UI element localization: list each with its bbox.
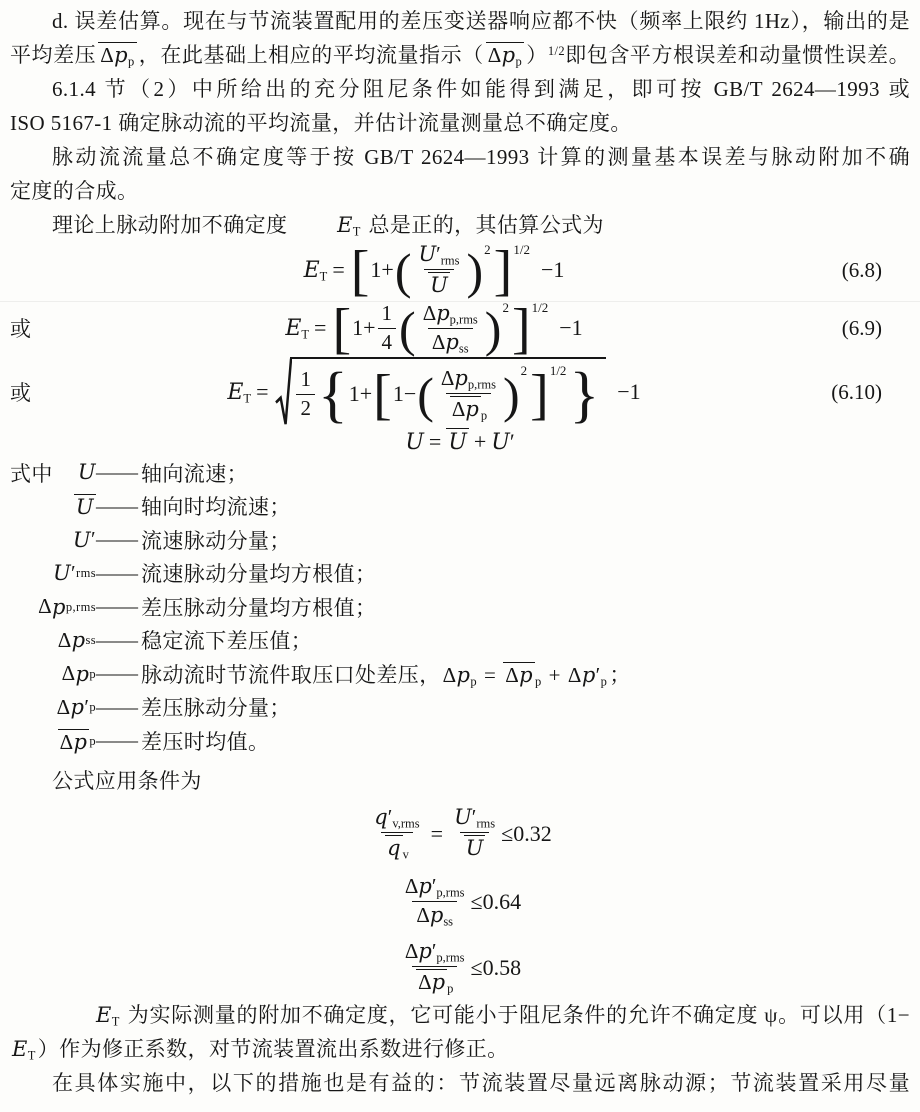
or-label: 或: [10, 381, 32, 405]
fraction-Urms-over-Ubar: $\frac{U'_{rms}}{U}$: [454, 805, 496, 860]
definition-row-mean-dp: Δp p —— 差压时均值。: [10, 724, 910, 758]
closing-paragraph-2: 在具体实施中，以下的措施也是有益的：节流装置尽量远离脉动源；节流装置采用尽量: [52, 1070, 910, 1095]
closing-paragraph-1-line-2: $E_T$）作为修正系数，对节流装置流出系数进行修正。: [10, 1032, 910, 1066]
math-mean-dp: $\Delta p_p$: [487, 43, 523, 69]
square-root: $\frac{1}{2}$ { 1+ [ 1− ( $\frac{\Delta p_{p,rms}}{\Delta p _p}$ ) $^2$ ] $^{1/2}$ }: [275, 357, 606, 427]
paragraph-1-line-2: 平均差压 $\Delta p_p$ ，在此基础上相应的平均流量指示（ $\Delta p_p$ ）$^{1/2}$即包含平方根误差和动量惯性误差。: [10, 38, 910, 72]
equation-number-6-9: (6.9): [841, 315, 882, 340]
paragraph-1-line-1: d. 误差估算。现在与节流装置配用的差压变送器响应都不快（频率上限约 1Hz），输出的是: [52, 9, 910, 33]
definition-term: Δ p p: [61, 661, 96, 686]
math-dp-p: $\Delta p_p$: [442, 662, 478, 689]
equation-6-10: 或 $E_T$ = $\frac{1}{2}$ { 1+ [ 1− ( $\frac{\Delta p_{p,rms}}{\Delta p _p}$ ) $^2$ ] $^{1/2}$ } −1 (6.10): [10, 358, 910, 426]
definition-text: 脉动流时节流件取压口处差压，$\Delta p_p = \Delta p$ $_p + \Delta p'_p$；: [141, 662, 631, 689]
scan-artifact-line: [0, 301, 920, 302]
closing-paragraph-1-line-1: $E_T$ 为实际测量的附加不确定度，它可能小于阻尼条件的允许不确定度 ψ。可以用（1−: [10, 998, 910, 1032]
definition-row-dp-p: Δ p p —— 脉动流时节流件取压口处差压，$\Delta p_p = \Delta p$ $_p + \Delta p'_p$；: [10, 657, 910, 691]
equation-number-6-8: (6.8): [841, 257, 882, 282]
condition-formula-3: $\frac{\Delta p'_{p,rms}}{\Delta p _p}$ ≤ 0.58: [10, 938, 910, 998]
definition-term: 式中 U: [10, 460, 96, 486]
equation-6-9: 或 $E_T$ = [ 1+ $\frac{1}{4}$ ( $\frac{\Delta p_{p,rms}}{\Delta p_{ss}}$ ) $^2$ ] $^{1/2}$ −1 (6.9): [10, 298, 910, 358]
definition-term: U ′ rms: [52, 560, 96, 586]
definition-term: U ′: [72, 527, 96, 552]
definition-term: Δp p: [59, 729, 96, 754]
math-ET: $E_T$: [12, 1036, 36, 1062]
fraction-one-half: $\frac{1}{2}$: [296, 368, 315, 420]
or-label: 或: [10, 317, 32, 341]
math-ET: $E_T$: [337, 213, 361, 239]
math-mean-dp: Δp $_p$: [505, 662, 542, 689]
definition-term: Δ p p,rms: [38, 594, 96, 619]
condition-formula-2: $\frac{\Delta p'_{p,rms}}{\Delta p_{ss}}$ ≤ 0.64: [10, 872, 910, 932]
fraction-dp-prime-prms-over-mean-dp: $\frac{\Delta p'_{p,rms}}{\Delta p _p}$: [404, 939, 465, 996]
math-dp-prime-p: $\Delta p'_p$: [567, 662, 608, 689]
math-ET-equals: $E_T$ =: [285, 315, 327, 342]
definition-term: Δ p ′ p: [56, 694, 96, 720]
fraction-qv-rms-over-qv-bar: $\frac{q'_{v,rms}}{q _v}$: [374, 805, 420, 862]
math-ET-equals: $E_T$ =: [227, 379, 269, 406]
equation-velocity-decomposition: U = U + U′: [405, 428, 515, 455]
math-ET: $E_T$: [96, 1002, 120, 1028]
radical-sign: [275, 357, 292, 427]
definition-row-dp-ss: Δ p ss —— 稳定流下差压值；: [10, 624, 910, 658]
fraction-one-quarter: $\frac{1}{4}$: [378, 302, 397, 354]
condition-intro: 公式应用条件为: [52, 768, 202, 793]
math-ET-equals: $E_T$ =: [303, 257, 345, 284]
definition-row-Ubar: U —— 轴向时均流速；: [10, 490, 910, 524]
condition-formula-1: $\frac{q'_{v,rms}}{q _v}$ = $\frac{U'_{rms}}{U}$ ≤ 0.32: [10, 804, 910, 864]
paragraph-3-line-1: 脉动流流量总不确定度等于按 GB/T 2624—1993 计算的测量基本误差与脉动附加不确: [52, 145, 910, 169]
paragraph-2-line-2: ISO 5167-1 确定脉动流的平均流量，并估计流量测量总不确定度。: [10, 111, 632, 135]
paragraph-4: 理论上脉动附加不确定度 $E_T$ 总是正的，其估算公式为: [10, 208, 910, 242]
definition-row-U: 式中 U —— 轴向流速；: [10, 456, 910, 490]
fraction-dp-prime-prms-over-dp-ss: $\frac{\Delta p'_{p,rms}}{\Delta p_{ss}}$: [404, 874, 465, 929]
definition-row-Uprime: U ′ —— 流速脉动分量；: [10, 523, 910, 557]
paragraph-3-line-2: 定度的合成。: [10, 179, 139, 203]
equation-6-8: $E_T$ = [ 1+ ( $\frac{U'_{rms}}{U}$ ) $^2$ ] $^{1/2}$ −1 (6.8): [10, 242, 910, 298]
definition-row-Uprime-rms: U ′ rms —— 流速脉动分量均方根值；: [10, 557, 910, 591]
paragraph-2-line-1: 6.1.4 节（2）中所给出的充分阻尼条件如能得到满足，即可按 GB/T 2624—1993 或: [52, 77, 910, 101]
definition-term: Δ p ss: [57, 627, 96, 653]
definition-row-dp-prms: Δ p p,rms —— 差压脉动分量均方根值；: [10, 590, 910, 624]
definition-term: U: [75, 495, 94, 520]
fraction-dp-prms-over-mean-dp: $\frac{\Delta p_{p,rms}}{\Delta p _p}$: [440, 365, 496, 422]
equation-number-6-10: (6.10): [831, 379, 882, 404]
fraction-Urms-over-Ubar: $\frac{U'_{rms}}{U}$: [418, 241, 460, 297]
definition-row-dp-prime-p: Δ p ′ p —— 差压脉动分量；: [10, 691, 910, 725]
math-mean-dp: $\Delta p_p$: [100, 43, 135, 69]
fraction-dp-prms-over-dp-ss: $\frac{\Delta p_{p,rms}}{\Delta p_{ss}}$: [422, 300, 478, 355]
